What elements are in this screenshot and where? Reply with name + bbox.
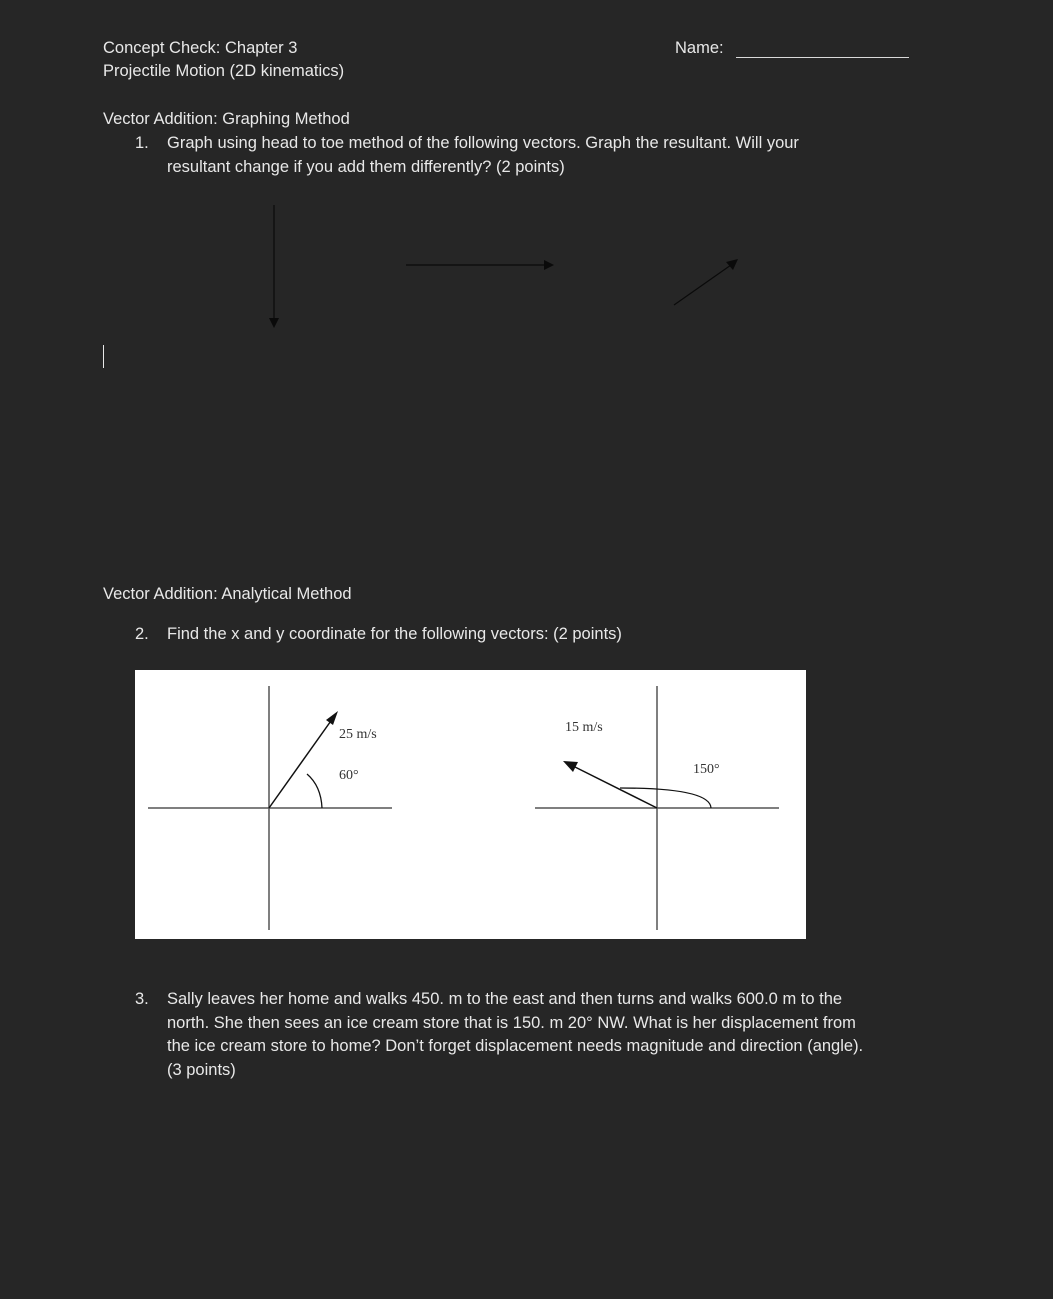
question-1-line-2: resultant change if you add them differently? (2 points) xyxy=(167,157,565,176)
worksheet-title: Concept Check: Chapter 3 xyxy=(103,39,298,57)
section-heading-graphing: Vector Addition: Graphing Method xyxy=(103,110,350,128)
question-3-line-4: (3 points) xyxy=(167,1060,236,1079)
right-vector-label: 15 m/s xyxy=(565,720,603,735)
vector-diagonal xyxy=(674,259,738,305)
section-heading-analytical: Vector Addition: Analytical Method xyxy=(103,585,352,603)
left-vector-label: 25 m/s xyxy=(339,727,377,742)
vector-figure-drawing xyxy=(135,670,806,939)
left-vector-arrow xyxy=(269,711,338,808)
question-3-number: 3. xyxy=(135,990,149,1008)
right-vector-arrow xyxy=(563,761,657,808)
name-label: Name: xyxy=(675,39,724,57)
vector-right xyxy=(406,260,554,270)
vector-down xyxy=(269,205,279,328)
question-3-line-2: north. She then sees an ice cream store that is 150. m 20° NW. What is her displacement from xyxy=(167,1013,856,1032)
question-1-number: 1. xyxy=(135,134,149,152)
question-3-line-3: the ice cream store to home? Don’t forget displacement needs magnitude and direction (angle). xyxy=(167,1037,864,1055)
question-3-text xyxy=(167,988,863,1082)
right-angle-arc xyxy=(620,788,711,808)
right-angle-label: 150° xyxy=(693,762,720,777)
left-angle-arc xyxy=(307,774,322,808)
question-3-line-1: Sally leaves her home and walks 450. m to the east and then turns and walks 600.0 m to the xyxy=(167,990,843,1008)
worksheet-subtitle: Projectile Motion (2D kinematics) xyxy=(103,62,345,80)
question-2-text: Find the x and y coordinate for the following vectors: (2 points) xyxy=(167,625,622,643)
question-1-line-1: Graph using head to toe method of the following vectors. Graph the resultant. Will your xyxy=(167,134,799,152)
vector-figure xyxy=(135,670,806,939)
question-2-number: 2. xyxy=(135,625,149,643)
graphing-vectors xyxy=(0,0,1053,400)
text-cursor xyxy=(103,345,104,368)
left-angle-label: 60° xyxy=(339,768,359,783)
